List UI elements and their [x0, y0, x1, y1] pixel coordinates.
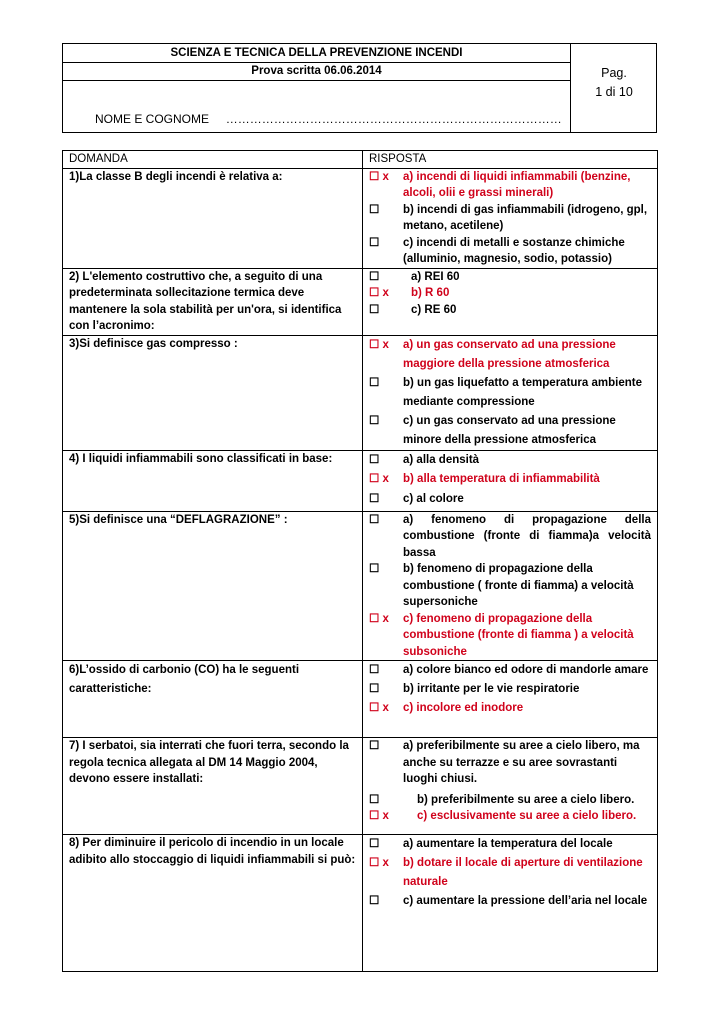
- option-text: b) un gas liquefatto a temperatura ambiente mediante compressione: [403, 376, 642, 408]
- answer-cell: [363, 168, 658, 268]
- answer-option-a[interactable]: [369, 835, 651, 854]
- question-text: 4) I liquidi infiammabili sono classificati in base:: [63, 450, 363, 511]
- answer-option-a[interactable]: [369, 269, 651, 286]
- checkbox-checked-icon[interactable]: ☐ x: [369, 702, 389, 714]
- answer-option-b[interactable]: [369, 561, 651, 611]
- question-text: 8) Per diminuire il pericolo di incendio in un locale adibito allo stoccaggio di liquidi infiammabili si può:: [63, 835, 363, 972]
- checkbox-icon[interactable]: ☐: [369, 203, 380, 216]
- question-text: 6)L’ossido di carbonio (CO) ha le seguenti caratteristiche:: [63, 661, 363, 738]
- answer-option-a[interactable]: [369, 738, 651, 788]
- answer-option-c[interactable]: [369, 611, 651, 661]
- option-text: c) incendi di metalli e sostanze chimiche (alluminio, magnesio, sodio, potassio): [403, 236, 625, 265]
- checkbox-checked-icon[interactable]: ☐ x: [369, 810, 389, 822]
- answer-option-b[interactable]: [369, 374, 651, 412]
- answer-option-c[interactable]: [369, 412, 651, 450]
- answer-option-a[interactable]: [369, 512, 651, 562]
- option-text: b) R 60: [411, 287, 450, 299]
- header-left-panel: [63, 44, 571, 132]
- option-text: a) preferibilmente su aree a cielo libero, ma anche su terrazze e su aree sovrastanti luoghi chiusi.: [403, 740, 640, 785]
- answer-option-c[interactable]: [369, 892, 651, 911]
- checkbox-icon[interactable]: ☐: [369, 664, 380, 676]
- checkbox-icon[interactable]: ☐: [369, 895, 380, 907]
- answer-option-c[interactable]: [369, 490, 651, 510]
- question-text: 5)Si definisce una “DEFLAGRAZIONE” :: [63, 511, 363, 661]
- checkbox-icon[interactable]: ☐: [369, 838, 380, 850]
- name-field: [95, 112, 562, 126]
- answer-option-b[interactable]: [369, 854, 651, 892]
- exam-title: SCIENZA E TECNICA DELLA PREVENZIONE INCENDI: [63, 44, 570, 63]
- answer-cell: [363, 450, 658, 511]
- checkbox-checked-icon[interactable]: ☐ x: [369, 170, 389, 183]
- option-text: b) incendi di gas infiammabili (idrogeno, gpl, metano, acetilene): [403, 203, 648, 232]
- checkbox-icon[interactable]: ☐: [369, 453, 380, 466]
- checkbox-icon[interactable]: ☐: [369, 793, 380, 806]
- checkbox-checked-icon[interactable]: ☐ x: [369, 473, 389, 485]
- answer-cell: [363, 738, 658, 835]
- option-text: c) RE 60: [411, 303, 457, 316]
- answer-cell: [363, 335, 658, 450]
- checkbox-checked-icon[interactable]: ☐ x: [369, 338, 389, 351]
- questions-table: [62, 150, 658, 972]
- checkbox-icon[interactable]: ☐: [369, 513, 380, 526]
- exam-header: [62, 43, 657, 133]
- answer-option-b[interactable]: [369, 285, 651, 302]
- checkbox-icon[interactable]: ☐: [369, 740, 380, 752]
- checkbox-icon[interactable]: ☐: [369, 683, 380, 695]
- table-header-row: [63, 151, 658, 169]
- answer-option-b[interactable]: [369, 680, 651, 699]
- option-text: a) REI 60: [411, 270, 460, 283]
- question-row: [63, 335, 658, 450]
- question-row: [63, 661, 658, 738]
- checkbox-icon[interactable]: ☐: [369, 492, 380, 505]
- answer-option-c[interactable]: [369, 808, 651, 825]
- option-text: b) alla temperatura di infiammabilità: [403, 473, 600, 485]
- option-text: c) un gas conservato ad una pressione minore della pressione atmosferica: [403, 414, 616, 446]
- answer-option-a[interactable]: [369, 451, 651, 471]
- option-text: c) aumentare la pressione dell’aria nel locale: [403, 895, 648, 907]
- checkbox-icon[interactable]: ☐: [369, 303, 380, 316]
- answer-option-a[interactable]: [369, 661, 651, 680]
- option-text: c) incolore ed inodore: [403, 702, 524, 714]
- option-text: a) colore bianco ed odore di mandorle amare: [403, 664, 649, 676]
- question-row: [63, 738, 658, 835]
- question-row: [63, 450, 658, 511]
- answer-cell: [363, 661, 658, 738]
- name-label: NOME E COGNOME: [95, 112, 210, 126]
- answer-option-c[interactable]: [369, 235, 651, 268]
- option-text: b) fenomeno di propagazione della combustione ( fronte di fiamma) a velocità supersoniche: [403, 563, 634, 608]
- answer-option-c[interactable]: [369, 302, 651, 319]
- answer-option-b[interactable]: [369, 792, 651, 809]
- question-row: [63, 168, 658, 268]
- option-text: b) irritante per le vie respiratorie: [403, 683, 580, 695]
- option-text: c) al colore: [403, 492, 464, 505]
- option-text: a) incendi di liquidi infiammabili (benzine, alcoli, olii e grassi minerali): [403, 170, 631, 199]
- answer-cell: [363, 835, 658, 972]
- checkbox-icon[interactable]: ☐: [369, 376, 380, 389]
- answer-option-b[interactable]: [369, 470, 651, 490]
- question-row: [63, 835, 658, 972]
- question-text: 3)Si definisce gas compresso :: [63, 335, 363, 450]
- page-value: 1 di 10: [595, 85, 633, 99]
- page-indicator: [571, 64, 657, 102]
- checkbox-checked-icon[interactable]: ☐ x: [369, 287, 389, 299]
- page-label: Pag.: [601, 66, 627, 80]
- checkbox-checked-icon[interactable]: ☐ x: [369, 857, 389, 869]
- answer-option-a[interactable]: [369, 169, 651, 202]
- column-header-question: DOMANDA: [63, 151, 363, 169]
- answer-cell: [363, 511, 658, 661]
- answer-option-a[interactable]: [369, 336, 651, 374]
- answer-cell: [363, 268, 658, 335]
- question-text: 7) I serbatoi, sia interrati che fuori terra, secondo la regola tecnica allegata al DM 14 Maggio 2004, devono essere installati:: [63, 738, 363, 835]
- option-text: a) alla densità: [403, 453, 480, 466]
- checkbox-checked-icon[interactable]: ☐ x: [369, 612, 389, 625]
- option-text: b) dotare il locale di aperture di ventilazione naturale: [403, 857, 643, 888]
- checkbox-icon[interactable]: ☐: [369, 270, 380, 283]
- question-row: [63, 511, 658, 661]
- option-text: a) fenomeno di propagazione della combustione (fronte di fiamma)a velocità bassa: [403, 513, 651, 559]
- checkbox-icon[interactable]: ☐: [369, 236, 380, 249]
- answer-option-b[interactable]: [369, 202, 651, 235]
- option-text: c) esclusivamente su aree a cielo libero.: [417, 810, 637, 822]
- option-text: a) un gas conservato ad una pressione maggiore della pressione atmosferica: [403, 338, 616, 370]
- question-text: 2) L'elemento costruttivo che, a seguito di una predeterminata sollecitazione termica deve mantenere la sola stabilità per un'ora, si identifica con l’acronimo:: [63, 268, 363, 335]
- checkbox-icon[interactable]: ☐: [369, 414, 380, 427]
- question-row: [63, 268, 658, 335]
- checkbox-icon[interactable]: ☐: [369, 563, 380, 575]
- answer-option-c[interactable]: [369, 699, 651, 718]
- option-text: c) fenomeno di propagazione della combustione (fronte di fiamma ) a velocità subsoniche: [403, 612, 634, 658]
- option-text: a) aumentare la temperatura del locale: [403, 838, 613, 850]
- option-text: b) preferibilmente su aree a cielo libero.: [417, 793, 635, 806]
- question-text: 1)La classe B degli incendi è relativa a:: [63, 168, 363, 268]
- name-dots: …………………………………………………………………………: [225, 112, 562, 126]
- exam-subtitle: Prova scritta 06.06.2014: [63, 62, 570, 81]
- column-header-answer: RISPOSTA: [363, 151, 658, 169]
